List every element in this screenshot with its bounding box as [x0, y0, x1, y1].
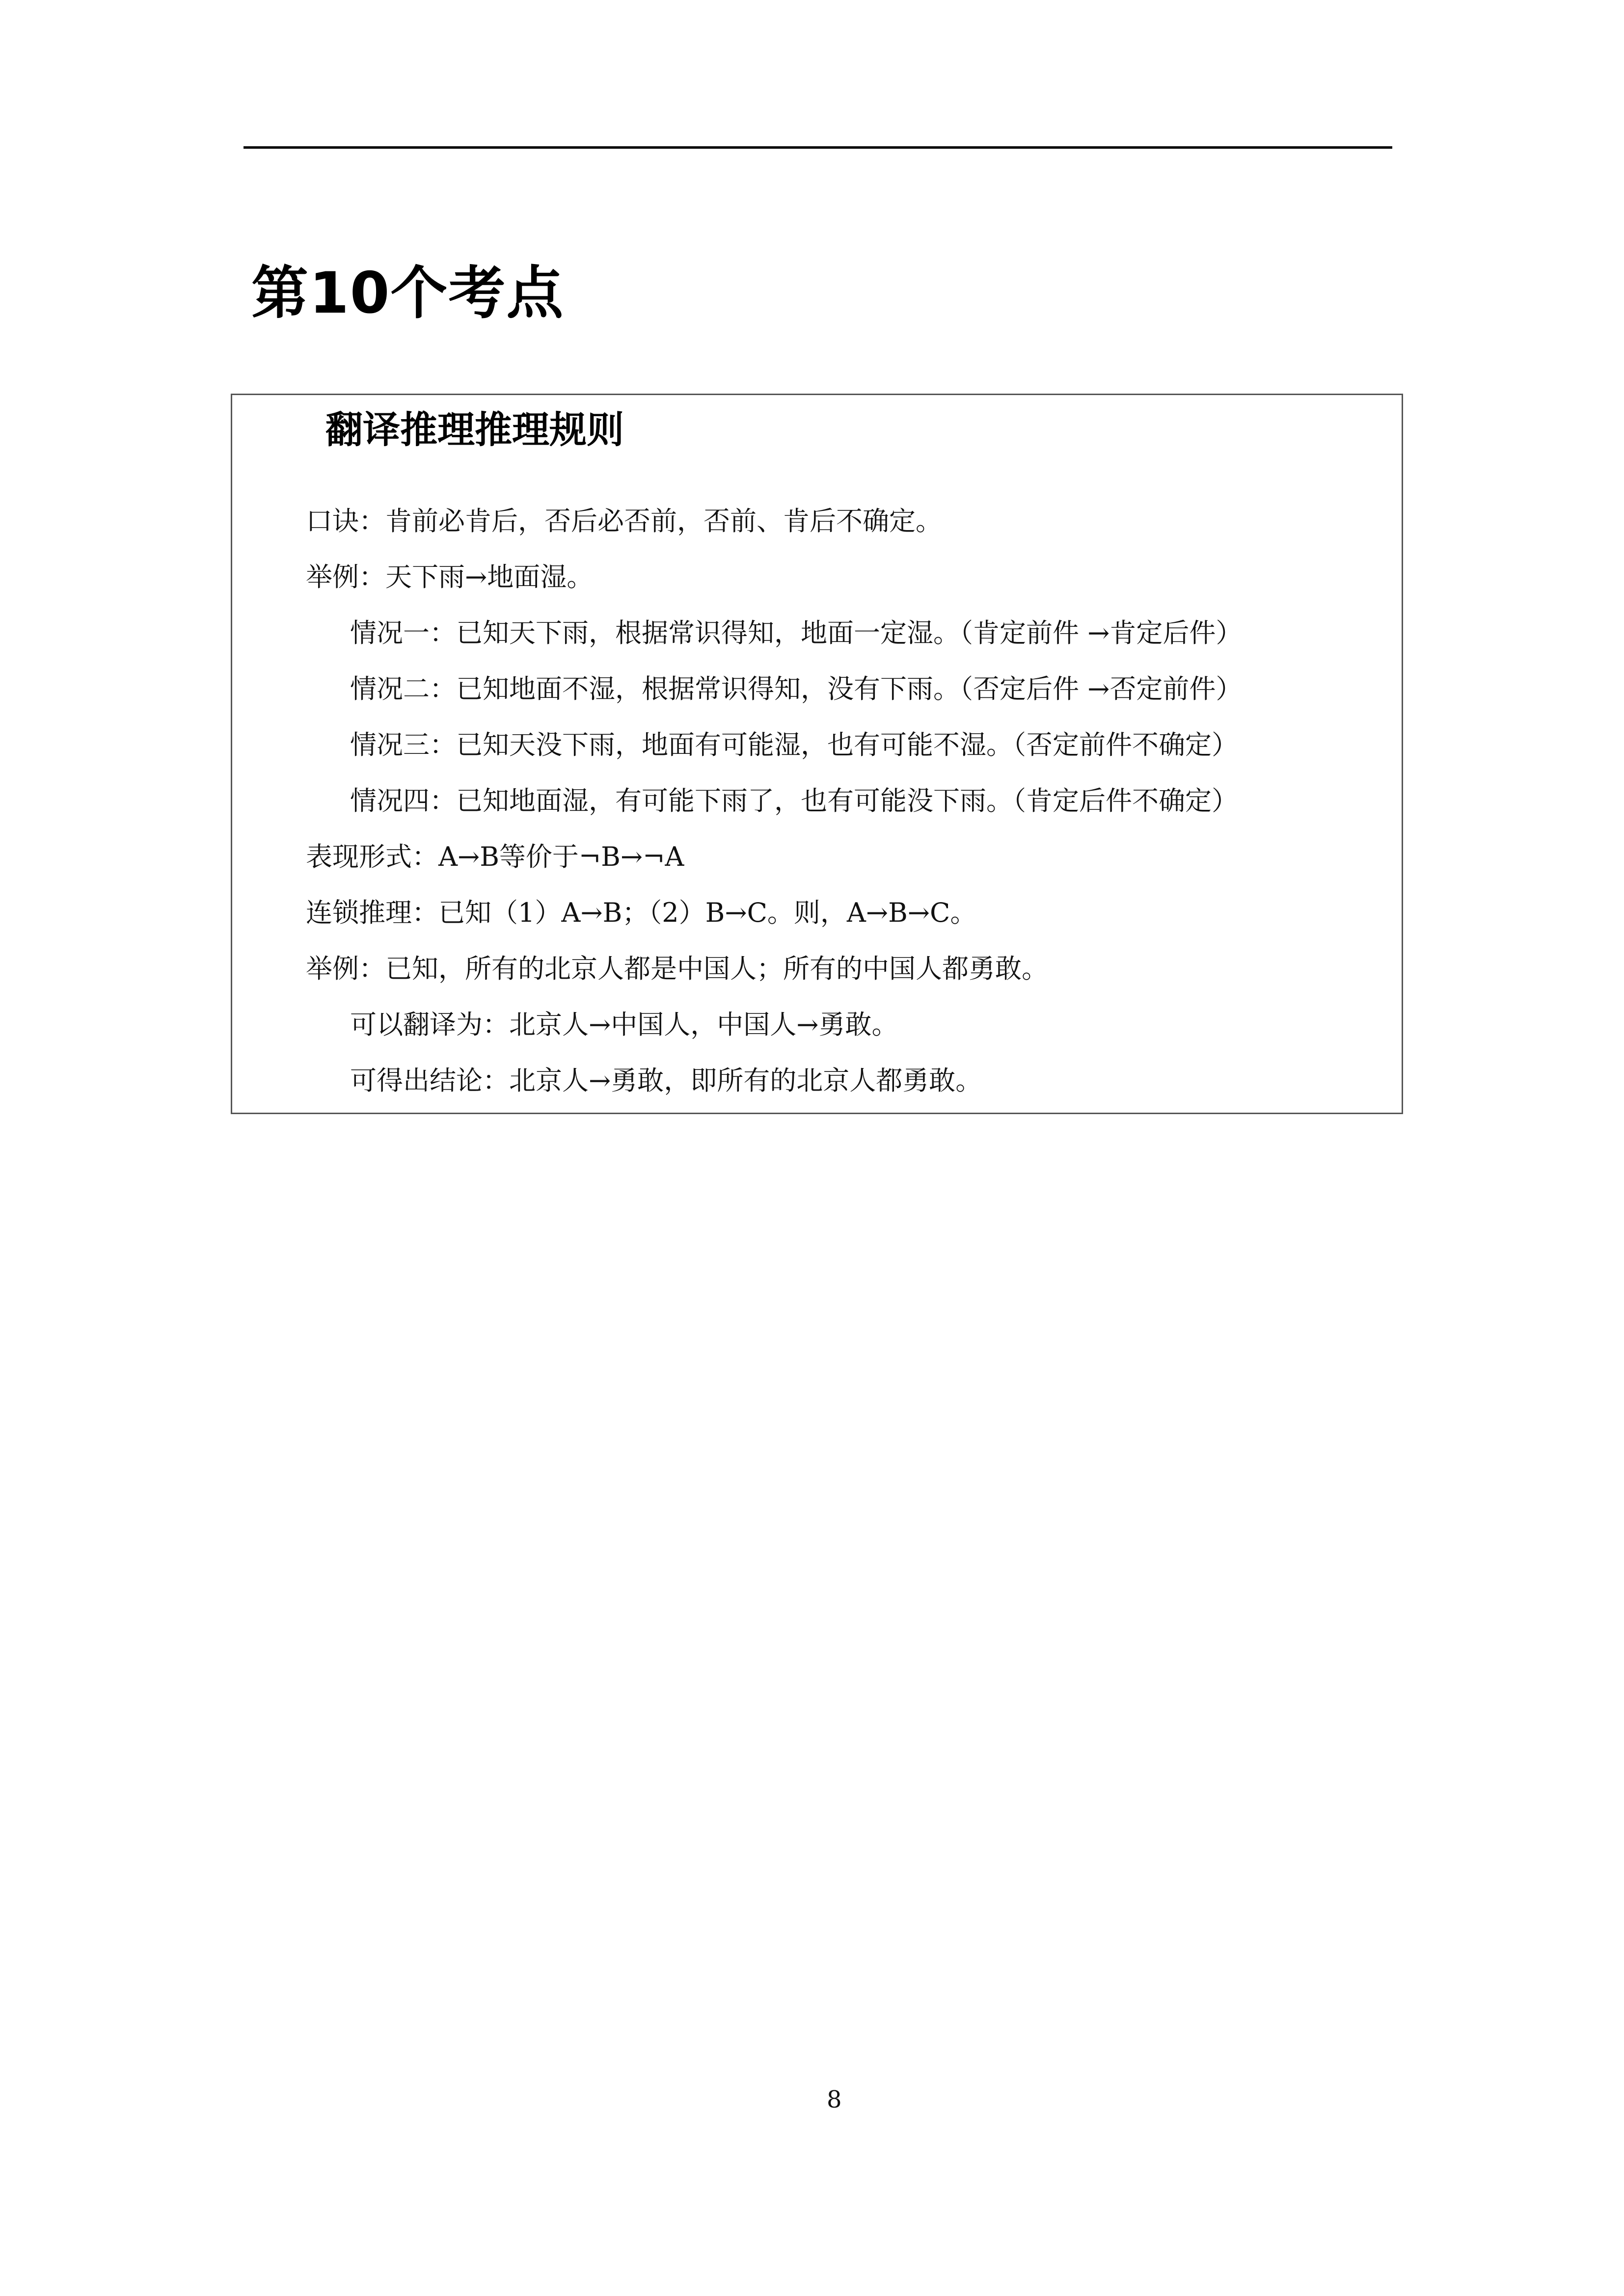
header-rule	[244, 146, 1392, 149]
mnemonic-line: 口诀：肯前必肯后，否后必否前，否前、肯后不确定。	[306, 506, 942, 536]
page-number: 8	[827, 2086, 842, 2113]
translation-line: 可以翻译为：北京人→中国人，中国人→勇敢。	[350, 1009, 898, 1040]
box-title: 翻译推理推理规则	[325, 408, 624, 452]
rule-box	[231, 394, 1403, 1114]
case-one-line: 情况一：已知天下雨，根据常识得知，地面一定湿。（肯定前件 →肯定后件）	[350, 617, 1243, 648]
case-four-line: 情况四：已知地面湿，有可能下雨了，也有可能没下雨。（肯定后件不确定）	[350, 785, 1238, 816]
chapter-title: 第10个考点	[251, 260, 565, 326]
case-two-line: 情况二：已知地面不湿，根据常识得知，没有下雨。（否定后件 →否定前件）	[350, 673, 1243, 704]
case-three-line: 情况三：已知天没下雨，地面有可能湿，也有可能不湿。（否定前件不确定）	[350, 729, 1238, 760]
example-line: 举例：天下雨→地面湿。	[306, 561, 594, 592]
chain-example-line: 举例：已知，所有的北京人都是中国人；所有的中国人都勇敢。	[306, 953, 1048, 984]
expression-form-line: 表现形式：A→B等价于¬B→¬A	[306, 841, 684, 872]
rule-lines	[306, 493, 1391, 1109]
chain-reasoning-line: 连锁推理：已知（1）A→B；（2）B→C。则，A→B→C。	[306, 897, 977, 928]
conclusion-line: 可得出结论：北京人→勇敢，即所有的北京人都勇敢。	[350, 1065, 982, 1096]
